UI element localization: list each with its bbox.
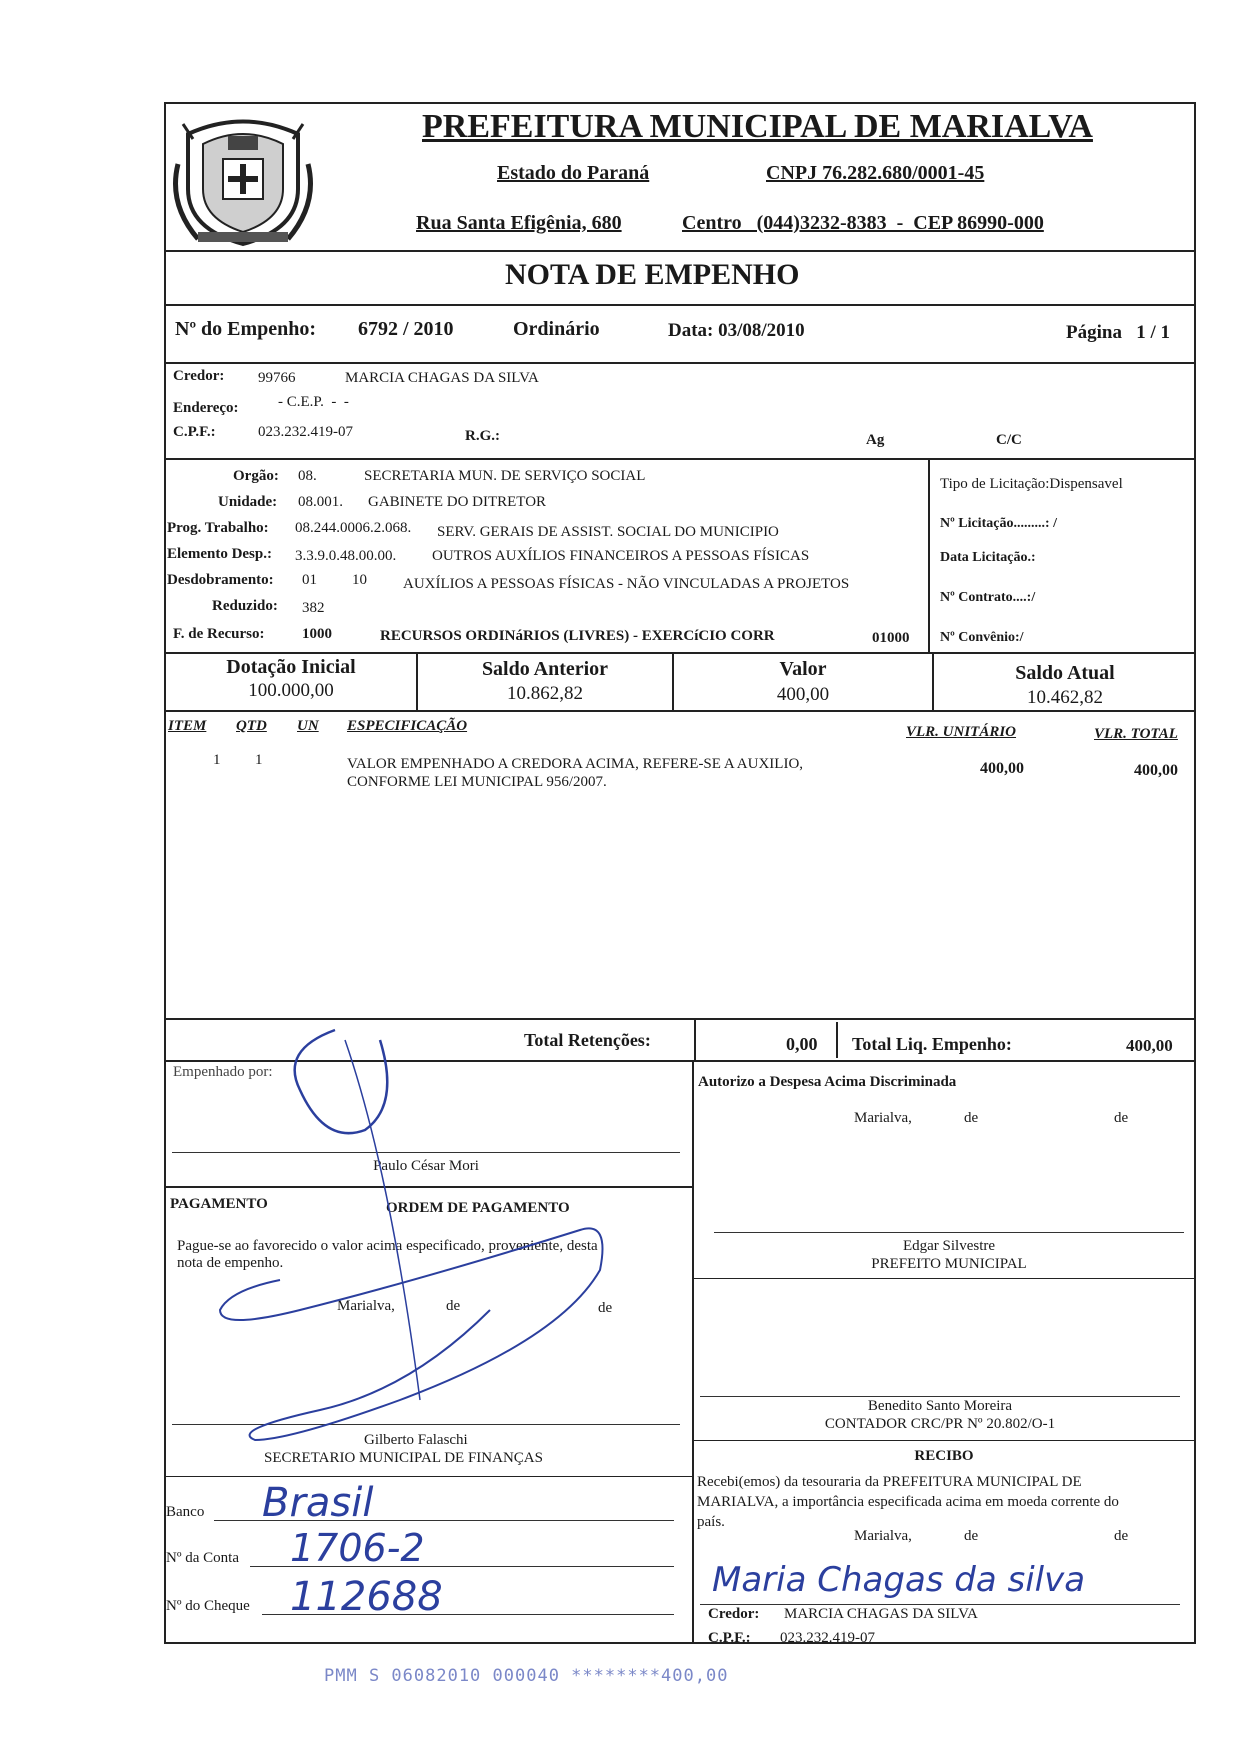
- state-name: Estado do Paraná: [497, 162, 650, 184]
- elemento-code: 3.3.9.0.48.00.00.: [295, 548, 397, 564]
- licitacao-number: Nº Licitação.........: /: [940, 516, 1057, 531]
- empenho-number: 6792 / 2010: [358, 318, 454, 340]
- convenio-number: Nº Convênio:/: [940, 630, 1024, 645]
- autorizo-title: Autorizo a Despesa Acima Discriminada: [698, 1074, 957, 1090]
- recibo-cpf-value: 023.232.419-07: [780, 1630, 875, 1646]
- recibo-credor-label: Credor:: [708, 1606, 760, 1622]
- table-row-unit-value: 400,00: [980, 760, 1024, 777]
- endereco-label: Endereço:: [173, 400, 239, 416]
- desdobramento-code1: 01: [302, 572, 317, 588]
- credor-label: Credor:: [173, 368, 225, 384]
- licitacao-date: Data Licitação.:: [940, 550, 1036, 565]
- licitacao-type: Tipo de Licitação:Dispensavel: [940, 476, 1123, 492]
- credor-signature: Maria Chagas da silva: [712, 1560, 1086, 1600]
- recurso-label: F. de Recurso:: [173, 626, 265, 642]
- reduzido-value: 382: [302, 600, 325, 616]
- prefeito-name: Edgar Silvestre: [902, 1238, 996, 1254]
- pagamento-text-1: Pague-se ao favorecido o valor acima especificado, proveniente, desta: [177, 1238, 598, 1254]
- valor-value: 400,00: [776, 684, 830, 705]
- prefeito-role: PREFEITO MUNICIPAL: [871, 1256, 1027, 1272]
- agency-label: Ag: [866, 432, 885, 448]
- table-row-spec-line2: CONFORME LEI MUNICIPAL 956/2007.: [347, 774, 607, 790]
- reduzido-label: Reduzido:: [212, 598, 278, 614]
- cpf-value: 023.232.419-07: [258, 424, 353, 440]
- col-total-value: VLR. TOTAL: [1094, 726, 1178, 742]
- document-title: NOTA DE EMPENHO: [505, 258, 800, 291]
- rg-label: R.G.:: [465, 428, 500, 444]
- orgao-label: Orgão:: [233, 468, 279, 484]
- payment-stamp: PMM S 06082010 000040 ********400,00: [324, 1666, 729, 1686]
- recibo-de1: de: [964, 1528, 979, 1544]
- conta-handwritten: 1706-2: [290, 1526, 425, 1570]
- empenhado-por-name: Paulo César Mori: [373, 1158, 479, 1174]
- cpf-label: C.P.F.:: [173, 424, 216, 440]
- empenho-type: Ordinário: [513, 318, 600, 340]
- table-row-total-value: 400,00: [1134, 762, 1178, 779]
- banco-handwritten: Brasil: [262, 1480, 374, 1526]
- col-qtd: QTD: [236, 718, 267, 734]
- conta-label: Nº da Conta: [166, 1550, 239, 1566]
- pagamento-title: PAGAMENTO: [170, 1196, 268, 1212]
- banco-label: Banco: [166, 1504, 205, 1520]
- municipality-title: PREFEITURA MUNICIPAL DE MARIALVA: [422, 108, 1093, 145]
- contador-name: Benedito Santo Moreira: [867, 1398, 1013, 1414]
- liquid-total-label: Total Liq. Empenho:: [852, 1034, 1012, 1054]
- unidade-code: 08.001.: [298, 494, 343, 510]
- retencoes-value: 0,00: [786, 1034, 818, 1054]
- saldo-anterior-value: 10.862,82: [507, 683, 583, 704]
- contador-role: CONTADOR CRC/PR Nº 20.802/O-1: [824, 1416, 1056, 1432]
- cnpj: CNPJ 76.282.680/0001-45: [766, 162, 985, 184]
- credor-code: 99766: [258, 370, 296, 386]
- prog-name: SERV. GERAIS DE ASSIST. SOCIAL DO MUNICIPIO: [437, 524, 779, 540]
- dotacao-value: 100.000,00: [248, 680, 334, 701]
- table-row-qtd: 1: [255, 752, 263, 768]
- secretario-name: Gilberto Falaschi: [364, 1432, 468, 1448]
- cheque-handwritten: 112688: [290, 1574, 443, 1620]
- coat-of-arms-logo: [168, 104, 318, 254]
- liquid-total-value: 400,00: [1126, 1036, 1173, 1055]
- col-especificacao: ESPECIFICAÇÃO: [347, 718, 468, 734]
- retencoes-label: Total Retenções:: [524, 1030, 651, 1050]
- recurso-code: 1000: [302, 626, 332, 642]
- empenho-date: Data: 03/08/2010: [668, 320, 805, 341]
- page-number: Página 1 / 1: [1066, 322, 1170, 343]
- recibo-text-3: país.: [697, 1514, 725, 1530]
- autorizo-de1: de: [964, 1110, 979, 1126]
- valor-label: Valor: [779, 658, 827, 680]
- recurso-code2: 01000: [872, 630, 910, 646]
- signature-strokes: [160, 1010, 860, 1480]
- recurso-name: RECURSOS ORDINáRIOS (LIVRES) - EXERCíCIO CORR: [380, 628, 775, 644]
- cheque-label: Nº do Cheque: [166, 1598, 250, 1614]
- desdobramento-code2: 10: [352, 572, 367, 588]
- recibo-credor-name: MARCIA CHAGAS DA SILVA: [784, 1606, 978, 1622]
- saldo-anterior-label: Saldo Anterior: [481, 658, 609, 680]
- district-phone-cep: Centro (044)3232-8383 - CEP 86990-000: [682, 212, 1044, 234]
- table-row-spec-line1: VALOR EMPENHADO A CREDORA ACIMA, REFERE-SE A AUXILIO,: [347, 756, 804, 772]
- recibo-de2: de: [1114, 1528, 1129, 1544]
- empenho-number-label: Nº do Empenho:: [175, 318, 317, 340]
- secretario-role: SECRETARIO MUNICIPAL DE FINANÇAS: [264, 1450, 543, 1466]
- col-item: ITEM: [168, 718, 207, 734]
- desdobramento-name: AUXÍLIOS A PESSOAS FÍSICAS - NÃO VINCULADAS A PROJETOS: [403, 576, 850, 592]
- ordem-pagamento-title: ORDEM DE PAGAMENTO: [386, 1200, 570, 1216]
- pagamento-city: Marialva,: [337, 1298, 395, 1314]
- saldo-atual-label: Saldo Atual: [1015, 662, 1115, 684]
- recibo-title: RECIBO: [914, 1448, 974, 1464]
- recibo-cpf-label: C.P.F.:: [708, 1630, 751, 1646]
- col-unit-value: VLR. UNITÁRIO: [906, 724, 1017, 740]
- col-un: UN: [297, 718, 319, 734]
- dotacao-label: Dotação Inicial: [226, 656, 356, 678]
- table-row-item: 1: [213, 752, 221, 768]
- recibo-text-2: MARIALVA, a importância especificada acima em moeda corrente do: [697, 1494, 1119, 1510]
- saldo-atual-value: 10.462,82: [1027, 687, 1103, 708]
- recibo-city: Marialva,: [854, 1528, 912, 1544]
- orgao-name: SECRETARIA MUN. DE SERVIÇO SOCIAL: [364, 468, 646, 484]
- endereco-value: - C.E.P. - -: [278, 394, 349, 410]
- recibo-text-1: Recebi(emos) da tesouraria da PREFEITURA MUNICIPAL DE: [697, 1474, 1082, 1490]
- contract-number: Nº Contrato....:/: [940, 590, 1036, 605]
- desdobramento-label: Desdobramento:: [167, 572, 274, 588]
- address: Rua Santa Efigênia, 680: [416, 212, 622, 234]
- unidade-name: GABINETE DO DITRETOR: [368, 494, 547, 510]
- credor-name: MARCIA CHAGAS DA SILVA: [345, 370, 539, 386]
- pagamento-de2: de: [598, 1300, 613, 1316]
- pagamento-text-2: nota de empenho.: [177, 1255, 284, 1271]
- elemento-name: OUTROS AUXÍLIOS FINANCEIROS A PESSOAS FÍSICAS: [432, 548, 810, 564]
- prog-label: Prog. Trabalho:: [167, 520, 269, 536]
- autorizo-de2: de: [1114, 1110, 1129, 1126]
- account-label: C/C: [996, 432, 1022, 448]
- pagamento-de1: de: [446, 1298, 461, 1314]
- unidade-label: Unidade:: [218, 494, 278, 510]
- empenhado-por-label: Empenhado por:: [173, 1064, 273, 1080]
- elemento-label: Elemento Desp.:: [167, 546, 272, 562]
- autorizo-city: Marialva,: [854, 1110, 912, 1126]
- prog-code: 08.244.0006.2.068.: [295, 520, 412, 536]
- orgao-code: 08.: [298, 468, 317, 484]
